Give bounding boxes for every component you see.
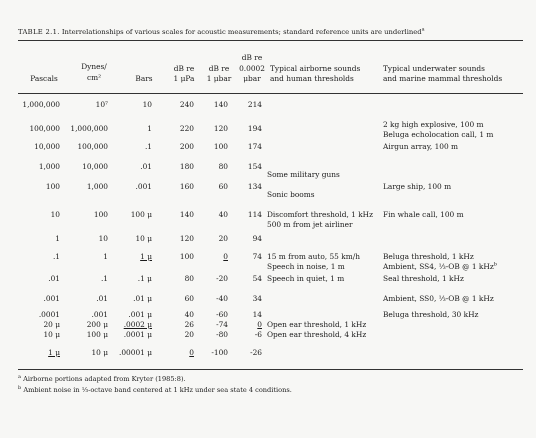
cell-dynes: 100,000: [77, 142, 108, 151]
cell-dynes: .001: [91, 310, 108, 319]
cell-bars: 10 μ: [135, 234, 152, 243]
header-airborne-top: Typical airborne sounds: [270, 64, 361, 73]
cell-underwater: Ambient, SS4, ⅓-OB @ 1 kHz$^b$: [383, 261, 497, 271]
cell-db-ubar: 40: [218, 210, 228, 219]
cell-pascals: 1,000: [38, 162, 60, 171]
cell-db-upa: 180: [179, 162, 194, 171]
cell-underwater: Large ship, 100 m: [383, 182, 452, 191]
cell-underwater: Airgun array, 100 m: [383, 142, 459, 151]
cell-pascals: 20 μ: [43, 320, 60, 329]
cell-db-0002: 14: [252, 310, 262, 319]
cell-db-0002: 94: [252, 234, 262, 243]
cell-airborne: Sonic booms: [267, 190, 315, 199]
cell-dynes: 200 μ: [86, 320, 108, 329]
cell-db-0002: 154: [247, 162, 262, 171]
cell-dynes: 100 μ: [86, 330, 108, 339]
footnote-a-text: Airborne portions adapted from Kryter (1985:8).: [23, 375, 186, 383]
cell-pascals: 100: [45, 182, 60, 191]
header-db-ubar-bottom: 1 μbar: [206, 74, 232, 83]
cell-db-upa: 60: [184, 294, 194, 303]
cell-db-ubar: 140: [213, 100, 228, 109]
cell-db-upa: 120: [179, 234, 194, 243]
cell-airborne: Speech in noise, 1 m: [267, 261, 345, 271]
cell-dynes: 10: [98, 234, 108, 243]
footnote-a-mark: a: [18, 373, 21, 380]
cell-underwater: Beluga echolocation call, 1 m: [383, 129, 494, 139]
cell-db-upa: 40: [184, 310, 194, 319]
cell-airborne: Speech in quiet, 1 m: [267, 274, 345, 283]
cell-db-upa: 220: [179, 124, 194, 133]
cell-pascals: 1,000,000: [22, 100, 60, 109]
cell-dynes: 10 μ: [91, 348, 108, 357]
cell-db-0002: 134: [247, 182, 262, 191]
cell-underwater: Seal threshold, 1 kHz: [383, 274, 464, 283]
cell-pascals: 10: [50, 210, 60, 219]
cell-db-upa: 100: [179, 252, 194, 261]
cell-dynes: 1: [103, 252, 108, 261]
cell-dynes: 10⁷: [95, 100, 108, 109]
footnote-b-text: Ambient noise in ⅓-octave band centered at 1 kHz under sea state 4 conditions.: [23, 386, 292, 394]
cell-airborne: 15 m from auto, 55 km/h: [267, 252, 360, 261]
cell-db-ubar: -80: [216, 330, 228, 339]
cell-bars: .1 μ: [137, 274, 152, 283]
cell-dynes: 10,000: [82, 162, 108, 171]
cell-db-upa: 0: [189, 348, 194, 357]
cell-db-ubar: 120: [213, 124, 228, 133]
caption-text: Interrelationships of various scales for acoustic measurements; standard reference units are underlined: [61, 28, 422, 36]
cell-dynes: .1: [100, 274, 108, 283]
cell-db-ubar: 0: [223, 252, 228, 261]
top-rule: [18, 40, 523, 41]
cell-db-ubar: -74: [216, 320, 228, 329]
cell-db-upa: 140: [179, 210, 194, 219]
cell-bars: .0002 μ: [123, 320, 152, 329]
footnote-b: [18, 386, 292, 394]
header-db-0002-mid: 0.0002: [239, 64, 265, 73]
cell-dynes: 1,000,000: [70, 124, 108, 133]
cell-db-ubar: 80: [218, 162, 228, 171]
cell-underwater: 2 kg high explosive, 100 m: [383, 120, 484, 129]
header-pascals: Pascals: [30, 74, 58, 83]
cell-underwater: Beluga threshold, 30 kHz: [383, 310, 479, 319]
header-underwater-top: Typical underwater sounds: [383, 64, 485, 73]
cell-bars: 10: [142, 100, 152, 109]
cell-db-upa: 80: [184, 274, 194, 283]
footnote-b-mark: b: [18, 384, 22, 391]
footnote-a: [18, 375, 186, 383]
cell-db-0002: 174: [247, 142, 262, 151]
caption-footnote-mark: a: [421, 26, 425, 33]
cell-db-upa: 160: [179, 182, 194, 191]
header-db-0002-bottom: μbar: [243, 74, 261, 83]
cell-db-ubar: 20: [218, 234, 228, 243]
cell-dynes: 100: [93, 210, 108, 219]
header-db-ubar-top: dB re: [208, 64, 230, 73]
cell-airborne: Discomfort threshold, 1 kHz: [267, 210, 374, 219]
header-db-upa-top: dB re: [173, 64, 195, 73]
cell-db-0002: -26: [250, 348, 262, 357]
cell-db-0002: -6: [254, 330, 262, 339]
header-dynes-bottom: cm²: [86, 73, 102, 82]
cell-db-0002: 0: [257, 320, 262, 329]
cell-bars: 1 μ: [140, 252, 152, 261]
cell-bars: .01 μ: [133, 294, 152, 303]
cell-db-ubar: -60: [216, 310, 228, 319]
cell-db-0002: 34: [252, 294, 262, 303]
cell-pascals: 10 μ: [43, 330, 60, 339]
cell-airborne: Open ear threshold, 1 kHz: [267, 320, 367, 329]
header-airborne-bottom: and human thresholds: [270, 74, 354, 83]
cell-bars: .0001 μ: [123, 330, 152, 339]
header-rule: [18, 93, 523, 94]
cell-db-upa: 200: [179, 142, 194, 151]
cell-bars: .001 μ: [128, 310, 152, 319]
cell-airborne: Some military guns: [267, 170, 340, 179]
cell-db-0002: 114: [247, 210, 262, 219]
cell-dynes: .01: [96, 294, 108, 303]
cell-underwater: Beluga threshold, 1 kHz: [383, 252, 474, 261]
cell-pascals: .01: [48, 274, 60, 283]
bottom-rule: [18, 369, 523, 370]
cell-airborne: Open ear threshold, 4 kHz: [267, 330, 367, 339]
header-underwater-bottom: and marine mammal thresholds: [383, 74, 503, 83]
cell-bars: .00001 μ: [118, 348, 152, 357]
cell-bars: .001: [135, 182, 152, 191]
cell-db-ubar: 60: [218, 182, 228, 191]
cell-bars: .1: [144, 142, 152, 151]
cell-db-upa: 20: [184, 330, 194, 339]
cell-pascals: .0001: [38, 310, 60, 319]
cell-pascals: 1: [55, 234, 60, 243]
cell-db-upa: 240: [179, 100, 194, 109]
cell-db-0002: 214: [247, 100, 262, 109]
cell-pascals: 100,000: [29, 124, 60, 133]
cell-db-upa: 26: [184, 320, 194, 329]
table-number: TABLE 2.1.: [18, 28, 60, 36]
cell-db-0002: 54: [252, 274, 262, 283]
table-caption: [18, 28, 523, 36]
header-bars: Bars: [135, 74, 153, 83]
cell-pascals: .001: [43, 294, 60, 303]
cell-pascals: 10,000: [34, 142, 60, 151]
cell-underwater: Ambient, SS0, ⅓-OB @ 1 kHz: [383, 294, 494, 303]
cell-db-ubar: 100: [213, 142, 228, 151]
cell-bars: .01: [140, 162, 152, 171]
cell-db-0002: 74: [252, 252, 262, 261]
cell-db-ubar: -20: [216, 274, 228, 283]
cell-bars: 100 μ: [130, 210, 152, 219]
cell-db-0002: 194: [247, 124, 262, 133]
cell-airborne: 500 m from jet airliner: [267, 219, 353, 229]
cell-pascals: 1 μ: [48, 348, 60, 357]
cell-db-ubar: -100: [211, 348, 228, 357]
cell-dynes: 1,000: [86, 182, 108, 191]
cell-bars: 1: [147, 124, 152, 133]
cell-db-ubar: -40: [216, 294, 228, 303]
footnote-b-reference: b: [493, 261, 497, 268]
header-db-upa-bottom: 1 μPa: [173, 74, 195, 83]
cell-underwater: Fin whale call, 100 m: [383, 210, 464, 219]
header-dynes-top: Dynes/: [81, 62, 107, 71]
cell-pascals: .1: [52, 252, 60, 261]
header-db-0002-top: dB re: [241, 53, 263, 62]
